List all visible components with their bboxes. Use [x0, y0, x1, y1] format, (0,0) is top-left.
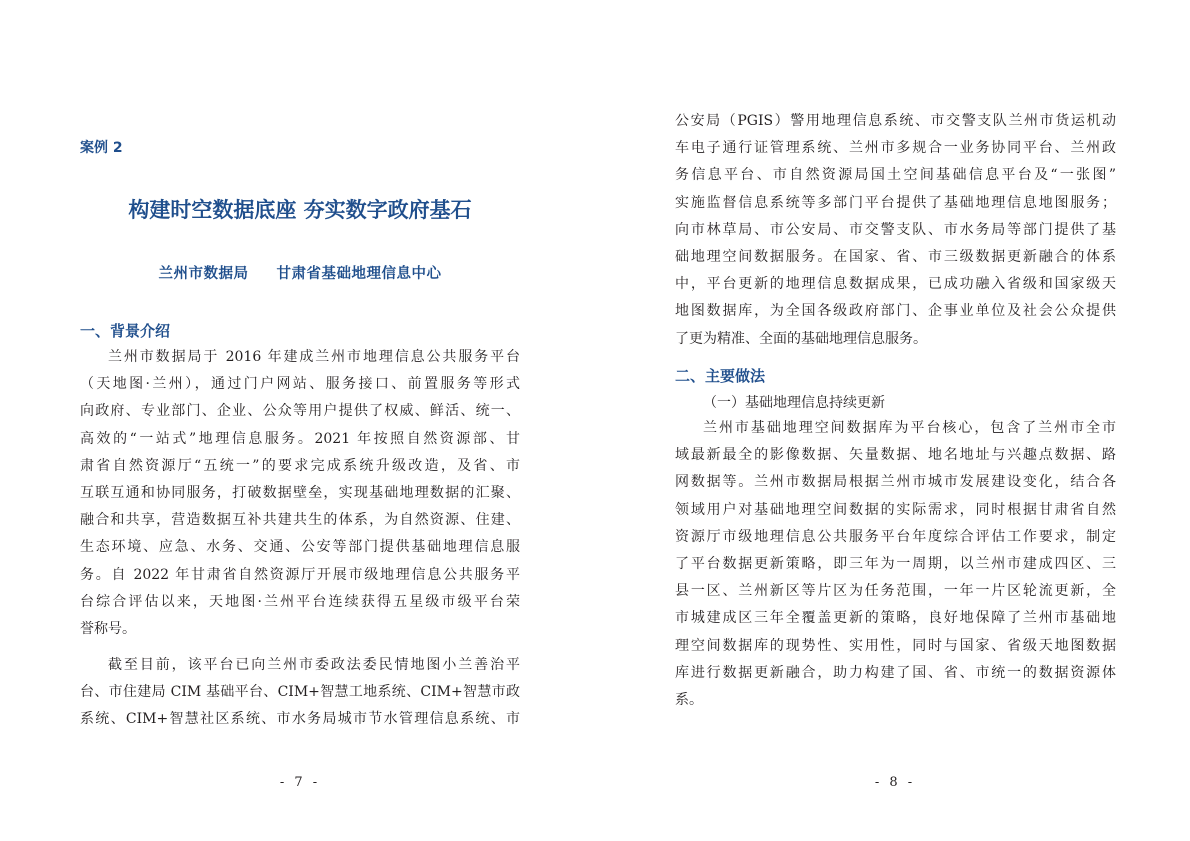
text-line: 系。	[675, 692, 703, 709]
text-line: 县一区、兰州新区等片区为任务范围，一年一片区轮流更新，全	[675, 583, 1116, 600]
text-line: 领域用户对基础地理空间数据的实际需求，同时根据甘肃省自然	[675, 501, 1116, 518]
text-line: 系统、CIM+智慧社区系统、市水务局城市节水管理信息系统、市	[80, 711, 520, 728]
text-line: 资源厅市级地理信息公共服务平台年度综合评估工作要求，制定	[675, 528, 1116, 545]
text-line: 务。自 2022 年甘肃省自然资源厅开展市级地理信息公共服务平	[80, 566, 520, 583]
right-page	[595, 0, 1190, 841]
text-line: 台、市住建局 CIM 基础平台、CIM+智慧工地系统、CIM+智慧市政	[80, 684, 520, 701]
subsection-heading: （一）基础地理信息持续更新	[703, 395, 885, 411]
paragraph-platform-services	[80, 652, 520, 734]
text-line: 兰州市基础地理空间数据库为平台核心，包含了兰州市全市	[703, 420, 1116, 436]
author-2: 甘肃省基础地理信息中心	[276, 265, 442, 282]
paragraph-background	[80, 344, 520, 643]
text-line: 地图数据库，为全国各级政府部门、企事业单位及社会公众提供	[675, 303, 1116, 320]
text-line: 兰州市数据局于 2016 年建成兰州市地理信息公共服务平台	[108, 349, 520, 365]
text-line: 市城建成区三年全覆盖更新的策略，良好地保障了兰州市基础地	[675, 610, 1116, 627]
text-line: 库进行数据更新融合，助力构建了国、省、市统一的数据资源体	[675, 664, 1116, 681]
case-label: 案例 2	[80, 140, 123, 156]
text-line: 域最新最全的影像数据、矢量数据、地名地址与兴趣点数据、路	[675, 447, 1116, 464]
author-1: 兰州市数据局	[158, 265, 249, 282]
text-line: 高效的“一站式”地理信息服务。2021 年按照自然资源部、甘	[80, 430, 520, 447]
text-line: 车电子通行证管理系统、兰州市多规合一业务协同平台、兰州政	[675, 140, 1116, 157]
text-line: 础地理空间数据服务。在国家、省、市三级数据更新融合的体系	[675, 249, 1116, 266]
text-line: 了平台数据更新策略，即三年为一周期，以兰州市建成四区、三	[675, 556, 1116, 573]
paragraph-data-update	[675, 415, 1116, 714]
article-title: 构建时空数据底座 夯实数字政府基石	[128, 198, 472, 222]
text-line: 向政府、专业部门、企业、公众等用户提供了权威、鲜活、统一、	[80, 403, 520, 420]
text-line: 台综合评估以来，天地图·兰州平台连续获得五星级市级平台荣	[80, 593, 520, 610]
text-line: 中，平台更新的地理信息数据成果，已成功融入省级和国家级天	[675, 276, 1116, 293]
page-number: - 7 -	[279, 775, 321, 790]
text-line: 向市林草局、市公安局、市交警支队、市水务局等部门提供了基	[675, 221, 1116, 238]
text-line: 理空间数据库的现势性、实用性，同时与国家、省级天地图数据	[675, 637, 1116, 654]
text-line: 网数据等。兰州市数据局根据兰州市城市发展建设变化，结合各	[675, 474, 1116, 491]
text-line: 务信息平台、市自然资源局国土空间基础信息平台及“一张图”	[675, 167, 1116, 184]
section-heading-background: 一、背景介绍	[80, 322, 171, 340]
paragraph-continued	[675, 108, 1116, 353]
text-line: 了更为精准、全面的基础地理信息服务。	[675, 330, 927, 347]
text-line: 实施监督信息系统等多部门平台提供了基础地理信息地图服务；	[675, 194, 1116, 211]
authors	[80, 262, 520, 283]
text-line: 互联互通和协同服务，打破数据壁垒，实现基础地理数据的汇聚、	[80, 485, 520, 502]
text-line: 公安局（PGIS）警用地理信息系统、市交警支队兰州市货运机动	[675, 113, 1116, 129]
page-number: - 8 -	[874, 775, 916, 790]
text-line: 截至目前，该平台已向兰州市委政法委民情地图小兰善治平	[108, 657, 520, 673]
text-line: 誉称号。	[80, 621, 136, 638]
text-line: 融合和共享，营造数据互补共建共生的体系，为自然资源、住建、	[80, 512, 520, 529]
section-heading-methods: 二、主要做法	[675, 367, 766, 385]
text-line: 生态环境、应急、水务、交通、公安等部门提供基础地理信息服	[80, 539, 520, 556]
text-line: （天地图·兰州），通过门户网站、服务接口、前置服务等形式	[80, 376, 520, 393]
text-line: 肃省自然资源厅“五统一”的要求完成系统升级改造，及省、市	[80, 457, 520, 474]
